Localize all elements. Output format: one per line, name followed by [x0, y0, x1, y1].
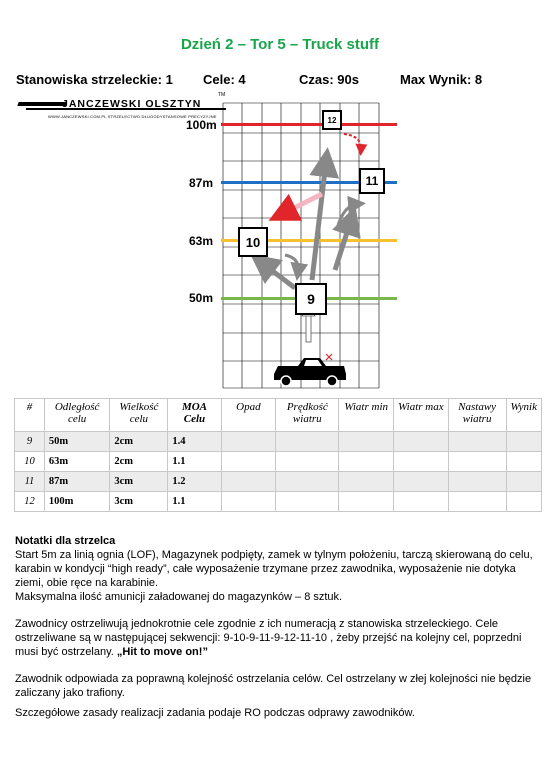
col-header-moa: MOA Celu	[168, 399, 221, 432]
col-header-wind-min: Wiatr min	[339, 399, 394, 432]
cell-wind-speed[interactable]	[276, 432, 339, 452]
cell-number: 10	[15, 452, 45, 472]
distance-label-63m: 63m	[189, 234, 214, 248]
notes-heading: Notatki dla strzelca	[15, 535, 116, 547]
cell-wind-min[interactable]	[339, 492, 394, 512]
max-score: Max Wynik: 8	[400, 72, 483, 87]
cell-wind-min[interactable]	[339, 432, 394, 452]
cell-distance: 100m	[44, 492, 109, 512]
notes-start-condition: Start 5m za linią ognia (LOF), Magazynek podpięty, zamek w tylnym położeniu, tarczą skierowaną do celu, karabin w kondycji “high ready”, całe wyposażenie trzymane przez zawodnika, wyposażenie nie dotyka ziemi, obie ręce na karabinie.	[15, 549, 533, 589]
cell-wind-speed[interactable]	[276, 492, 339, 512]
logo-brand: JANCZEWSKI OLSZTYN	[62, 98, 202, 110]
cell-size: 2cm	[110, 452, 168, 472]
col-header-number: #	[15, 399, 45, 432]
notes-ro-briefing: Szczegółowe zasady realizacji zadania podaje RO podczas odprawy zawodników.	[15, 707, 415, 719]
cell-wind-setting[interactable]	[448, 472, 506, 492]
cell-wind-min[interactable]	[339, 452, 394, 472]
logo-tm: TM	[218, 92, 226, 98]
cell-wind-max[interactable]	[394, 452, 449, 472]
cell-score[interactable]	[506, 472, 541, 492]
cell-distance: 87m	[44, 472, 109, 492]
distance-label-50m: 50m	[189, 291, 214, 305]
cell-wind-speed[interactable]	[276, 472, 339, 492]
col-header-score: Wynik	[506, 399, 541, 432]
cell-size: 3cm	[110, 472, 168, 492]
target-11: 11	[359, 168, 385, 194]
cell-score[interactable]	[506, 492, 541, 512]
cell-wind-max[interactable]	[394, 432, 449, 452]
cell-score[interactable]	[506, 432, 541, 452]
cell-drop[interactable]	[221, 432, 276, 452]
cell-drop[interactable]	[221, 492, 276, 512]
notes-order-rule: Zawodnik odpowiada za poprawną kolejność ostrzelania celów. Cel ostrzelany w złej kolejności nie będzie zaliczany jako trafiony.	[15, 673, 532, 699]
col-header-distance: Odległość celu	[44, 399, 109, 432]
shooter-notes	[15, 534, 545, 720]
stations-count: Stanowiska strzeleckie: 1	[16, 72, 173, 87]
cell-number: 11	[15, 472, 45, 492]
targets-table	[14, 398, 542, 512]
target-12: 12	[322, 110, 342, 130]
cell-wind-setting[interactable]	[448, 492, 506, 512]
cell-wind-setting[interactable]	[448, 432, 506, 452]
cell-wind-speed[interactable]	[276, 452, 339, 472]
col-header-drop: Opad	[221, 399, 276, 432]
table-row	[15, 452, 542, 472]
cell-moa: 1.1	[168, 452, 221, 472]
target-10: 10	[238, 227, 268, 257]
cell-moa: 1.1	[168, 492, 221, 512]
cell-distance: 50m	[44, 432, 109, 452]
col-header-wind-max: Wiatr max	[394, 399, 449, 432]
distance-label-100m: 100m	[186, 118, 217, 132]
cell-distance: 63m	[44, 452, 109, 472]
target-9: 9	[295, 283, 327, 315]
table-row	[15, 432, 542, 452]
notes-hit-to-move-on: „Hit to move on!”	[116, 646, 208, 658]
table-row	[15, 492, 542, 512]
cell-drop[interactable]	[221, 472, 276, 492]
notes-ammo-limit: Maksymalna ilość amunicji załadowanej do magazynków – 8 sztuk.	[15, 591, 343, 603]
cell-moa: 1.2	[168, 472, 221, 492]
notes-sequence	[15, 617, 545, 659]
time-limit: Czas: 90s	[299, 72, 359, 87]
cell-number: 9	[15, 432, 45, 452]
cell-score[interactable]	[506, 452, 541, 472]
table-header-row	[15, 399, 542, 432]
cell-number: 12	[15, 492, 45, 512]
notes-sequence-text: Zawodnicy ostrzeliwują jednokrotnie cele zgodnie z ich numeracją z stanowiska strzeleckiego. Cele ostrzeliwane są w następującej sekwencji: 9-10-9-11-9-12-11-10 , żeby przejść na kolejny cel, poprzedni musi być ostrzelany.	[15, 618, 522, 658]
cell-wind-max[interactable]	[394, 492, 449, 512]
col-header-wind-setting: Nastawy wiatru	[448, 399, 506, 432]
table-row	[15, 472, 542, 492]
cell-wind-setting[interactable]	[448, 452, 506, 472]
cell-size: 2cm	[110, 432, 168, 452]
distance-label-87m: 87m	[189, 176, 214, 190]
cell-size: 3cm	[110, 492, 168, 512]
logo-url: WWW.JANCZEWSKI.COM.PL STRZELECTWO DŁUGODYSTANSOWE PRECYZYJNE	[48, 114, 217, 119]
targets-count: Cele: 4	[203, 72, 246, 87]
cell-moa: 1.4	[168, 432, 221, 452]
page-title: Dzień 2 – Tor 5 – Truck stuff	[180, 36, 380, 53]
col-header-wind-speed: Prędkość wiatru	[276, 399, 339, 432]
truck-icon	[270, 352, 350, 388]
cell-wind-min[interactable]	[339, 472, 394, 492]
cell-drop[interactable]	[221, 452, 276, 472]
cell-wind-max[interactable]	[394, 472, 449, 492]
col-header-size: Wielkość celu	[110, 399, 168, 432]
